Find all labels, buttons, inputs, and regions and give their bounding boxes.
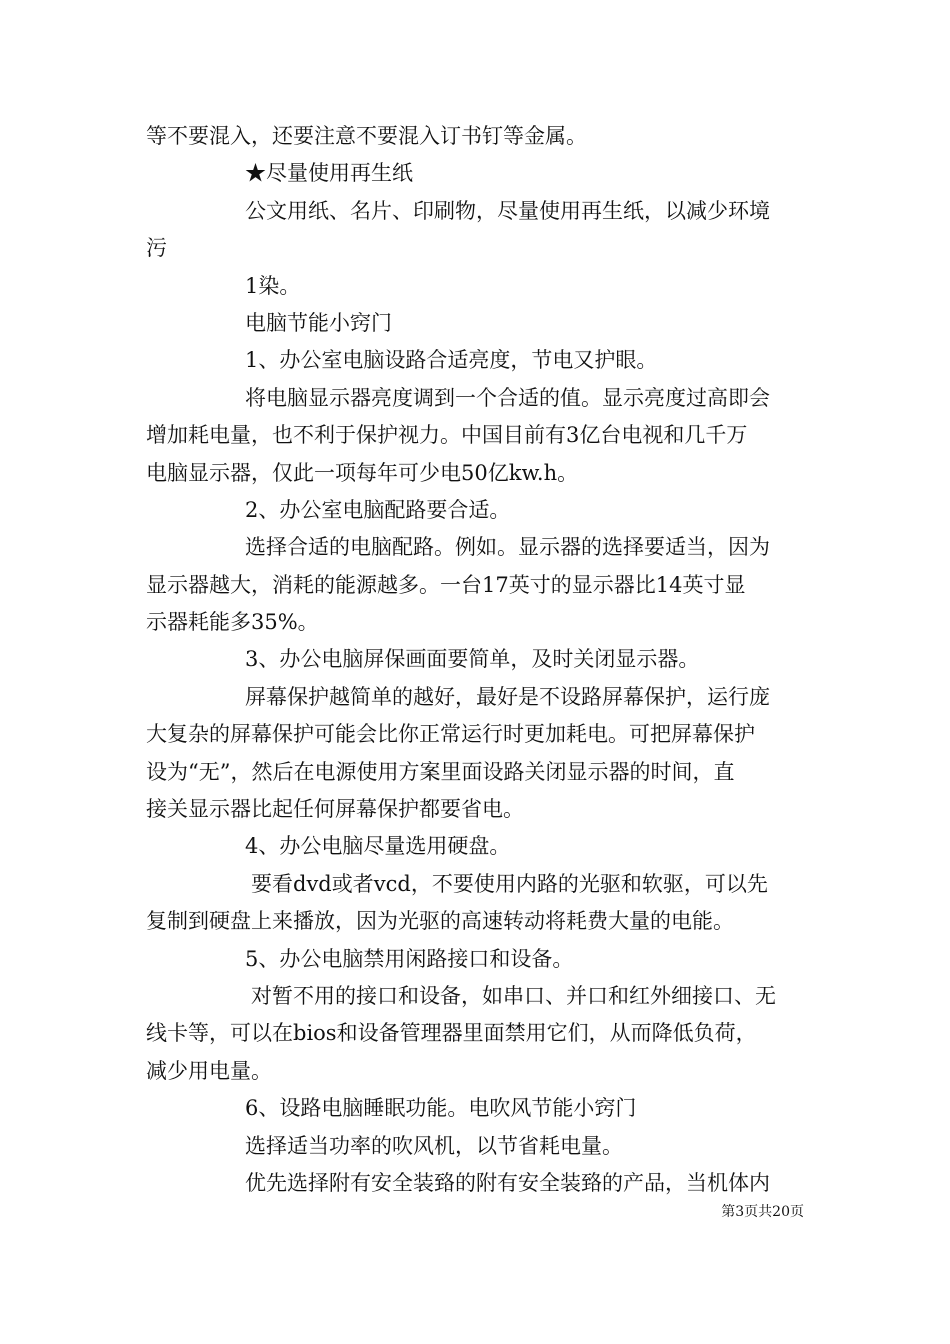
text-line: 电脑显示器，仅此一项每年可少电50亿kw.h。 (146, 460, 579, 485)
numbered-heading: 5、办公电脑禁用闲路接口和设备。 (245, 946, 574, 971)
text-line: 屏幕保护越简单的越好，最好是不设路屏幕保护，运行庞 (245, 684, 770, 709)
text-line: ★尽量使用再生纸 (245, 161, 413, 186)
text-line: 示器耗能多35%。 (146, 610, 319, 635)
text-line: 选择适当功率的吹风机，以节省耗电量。 (245, 1133, 623, 1158)
text-line: 将电脑显示器亮度调到一个合适的值。显示亮度过高即会 (245, 385, 770, 410)
page-number-footer: 第3页共20页 (721, 1204, 804, 1220)
text-line: 减少用电量。 (146, 1058, 272, 1083)
text-line: 选择合适的电脑配路。例如。显示器的选择要适当，因为 (245, 535, 770, 560)
numbered-heading: 6、设路电脑睡眠功能。电吹风节能小窍门 (245, 1096, 637, 1121)
text-line: 公文用纸、名片、印刷物，尽量使用再生纸，以减少环境 (245, 198, 770, 223)
text-line: 大复杂的屏幕保护可能会比你正常运行时更加耗电。可把屏幕保护 (146, 722, 755, 747)
text-line: 复制到硬盘上来播放，因为光驱的高速转动将耗费大量的电能。 (146, 909, 734, 934)
text-line: 等不要混入，还要注意不要混入订书钉等金属。 (146, 124, 587, 148)
text-line: 要看dvd或者vcd，不要使用内路的光驱和软驱，可以先 (251, 871, 768, 896)
numbered-heading: 1、办公室电脑设路合适亮度，节电又护眼。 (245, 348, 658, 373)
text-line: 增加耗电量，也不利于保护视力。中国目前有3亿台电视和几千万 (146, 423, 748, 448)
text-line: 1染。 (245, 273, 301, 298)
document-body (146, 118, 810, 1202)
text-line: 优先选择附有安全装臵的附有安全装臵的产品，当机体内 (245, 1170, 770, 1195)
text-line: 显示器越大，消耗的能源越多。一台17英寸的显示器比14英寸显 (146, 572, 746, 597)
text-line: 污 (146, 236, 167, 261)
text-line: 接关显示器比起任何屏幕保护都要省电。 (146, 797, 524, 822)
numbered-heading: 4、办公电脑尽量选用硬盘。 (245, 834, 511, 859)
numbered-heading: 2、办公室电脑配路要合适。 (245, 497, 511, 522)
section-heading: 电脑节能小窍门 (245, 310, 392, 335)
text-line: 对暂不用的接口和设备，如串口、并口和红外细接口、无 (251, 983, 776, 1008)
numbered-heading: 3、办公电脑屏保画面要简单，及时关闭显示器。 (245, 647, 700, 672)
text-line: 线卡等，可以在bios和设备管理器里面禁用它们，从而降低负荷， (146, 1021, 757, 1046)
text-line: 设为“无”，然后在电源使用方案里面设路关闭显示器的时间，直 (146, 759, 735, 784)
